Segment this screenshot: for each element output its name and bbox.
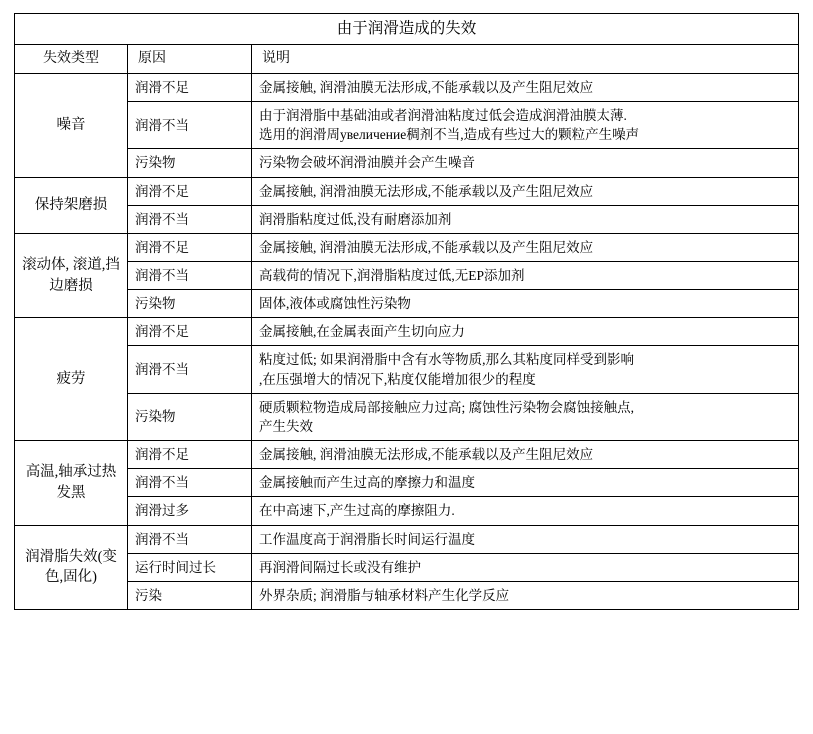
table-row: [15, 205, 799, 233]
description-line: 高载荷的情况下,润滑脂粘度过低,无EP添加剂: [259, 267, 525, 283]
table-row: [15, 149, 799, 177]
description-cell: [252, 581, 799, 609]
description-line: 润滑脂粘度过低,没有耐磨添加剂: [259, 211, 452, 227]
cause-cell: 润滑不足: [128, 233, 252, 261]
description-line: 金属接触, 润滑油膜无法形成,不能承载以及产生阻尼效应: [259, 79, 594, 95]
description-line: 金属接触, 润滑油膜无法形成,不能承载以及产生阻尼效应: [259, 239, 594, 255]
lubrication-failure-table: [14, 13, 799, 610]
description-cell: [252, 177, 799, 205]
description-cell: [252, 441, 799, 469]
table-row: [15, 469, 799, 497]
table-row: [15, 497, 799, 525]
description-line: 选用的润滑周увеличение稠剂不当,造成有些过大的颗粒产生噪声: [259, 127, 640, 143]
header-description: 说明: [252, 45, 799, 74]
table-row: [15, 393, 799, 440]
table-row: [15, 553, 799, 581]
cause-cell: 润滑不当: [128, 102, 252, 149]
failure-type-cell: 润滑脂失效(变色,固化): [15, 525, 128, 609]
cause-cell: 运行时间过长: [128, 553, 252, 581]
description-cell: [252, 149, 799, 177]
cause-cell: 污染物: [128, 290, 252, 318]
description-line: 在中高速下,产生过高的摩擦阻力.: [259, 503, 455, 519]
description-cell: [252, 393, 799, 440]
table-header-row: [15, 45, 799, 74]
cause-cell: 润滑不足: [128, 441, 252, 469]
table-row: [15, 290, 799, 318]
cause-cell: 润滑不当: [128, 525, 252, 553]
description-line: 金属接触, 润滑油膜无法形成,不能承载以及产生阻尼效应: [259, 447, 594, 463]
description-line: 工作温度高于润滑脂长时间运行温度: [259, 531, 475, 547]
failure-type-cell: 保持架磨损: [15, 177, 128, 233]
cause-cell: 润滑不当: [128, 346, 252, 393]
description-cell: [252, 525, 799, 553]
table-row: [15, 73, 799, 101]
cause-cell: 污染: [128, 581, 252, 609]
cause-cell: 润滑不足: [128, 177, 252, 205]
description-line: 由于润滑脂中基础油或者润滑油粘度过低会造成润滑油膜太薄.: [259, 108, 627, 124]
header-cause: 原因: [128, 45, 252, 74]
description-line: 金属接触, 润滑油膜无法形成,不能承载以及产生阻尼效应: [259, 183, 594, 199]
cause-cell: 润滑不足: [128, 318, 252, 346]
description-line: 再润滑间隔过长或没有维护: [259, 559, 421, 575]
description-line: 产生失效: [259, 418, 313, 434]
cause-cell: 润滑过多: [128, 497, 252, 525]
description-cell: [252, 290, 799, 318]
table-body: [15, 14, 799, 610]
description-cell: [252, 102, 799, 149]
table-row: [15, 581, 799, 609]
table-row: [15, 318, 799, 346]
table-title-row: [15, 14, 799, 45]
description-line: 粘度过低; 如果润滑脂中含有水等物质,那么其粘度同样受到影响: [259, 352, 634, 368]
description-cell: [252, 261, 799, 289]
description-cell: [252, 205, 799, 233]
failure-type-cell: 疲劳: [15, 318, 128, 441]
description-line: 金属接触,在金属表面产生切向应力: [259, 324, 465, 340]
description-line: 硬质颗粒物造成局部接触应力过高; 腐蚀性污染物会腐蚀接触点,: [259, 399, 634, 415]
description-line: 金属接触而产生过高的摩擦力和温度: [259, 475, 475, 491]
table-row: [15, 525, 799, 553]
table-row: [15, 233, 799, 261]
description-cell: [252, 553, 799, 581]
table-row: [15, 102, 799, 149]
table-row: [15, 346, 799, 393]
cause-cell: 润滑不当: [128, 205, 252, 233]
failure-type-cell: 高温,轴承过热发黑: [15, 441, 128, 525]
cause-cell: 污染物: [128, 393, 252, 440]
cause-cell: 润滑不当: [128, 469, 252, 497]
description-cell: [252, 469, 799, 497]
description-cell: [252, 346, 799, 393]
cause-cell: 润滑不当: [128, 261, 252, 289]
header-failure-type: 失效类型: [15, 45, 128, 74]
description-cell: [252, 73, 799, 101]
table-title: 由于润滑造成的失效: [15, 14, 799, 45]
description-line: 污染物会破坏润滑油膜并会产生噪音: [259, 155, 475, 171]
table-row: [15, 441, 799, 469]
failure-type-cell: 噪音: [15, 73, 128, 177]
description-cell: [252, 318, 799, 346]
description-line: 固体,液体或腐蚀性污染物: [259, 296, 411, 312]
table-row: [15, 261, 799, 289]
description-cell: [252, 497, 799, 525]
description-line: ,在压强增大的情况下,粘度仅能增加很少的程度: [259, 371, 536, 387]
cause-cell: 润滑不足: [128, 73, 252, 101]
description-line: 外界杂质; 润滑脂与轴承材料产生化学反应: [259, 587, 510, 603]
table-row: [15, 177, 799, 205]
description-cell: [252, 233, 799, 261]
failure-type-cell: 滚动体, 滚道,挡边磨损: [15, 233, 128, 317]
cause-cell: 污染物: [128, 149, 252, 177]
